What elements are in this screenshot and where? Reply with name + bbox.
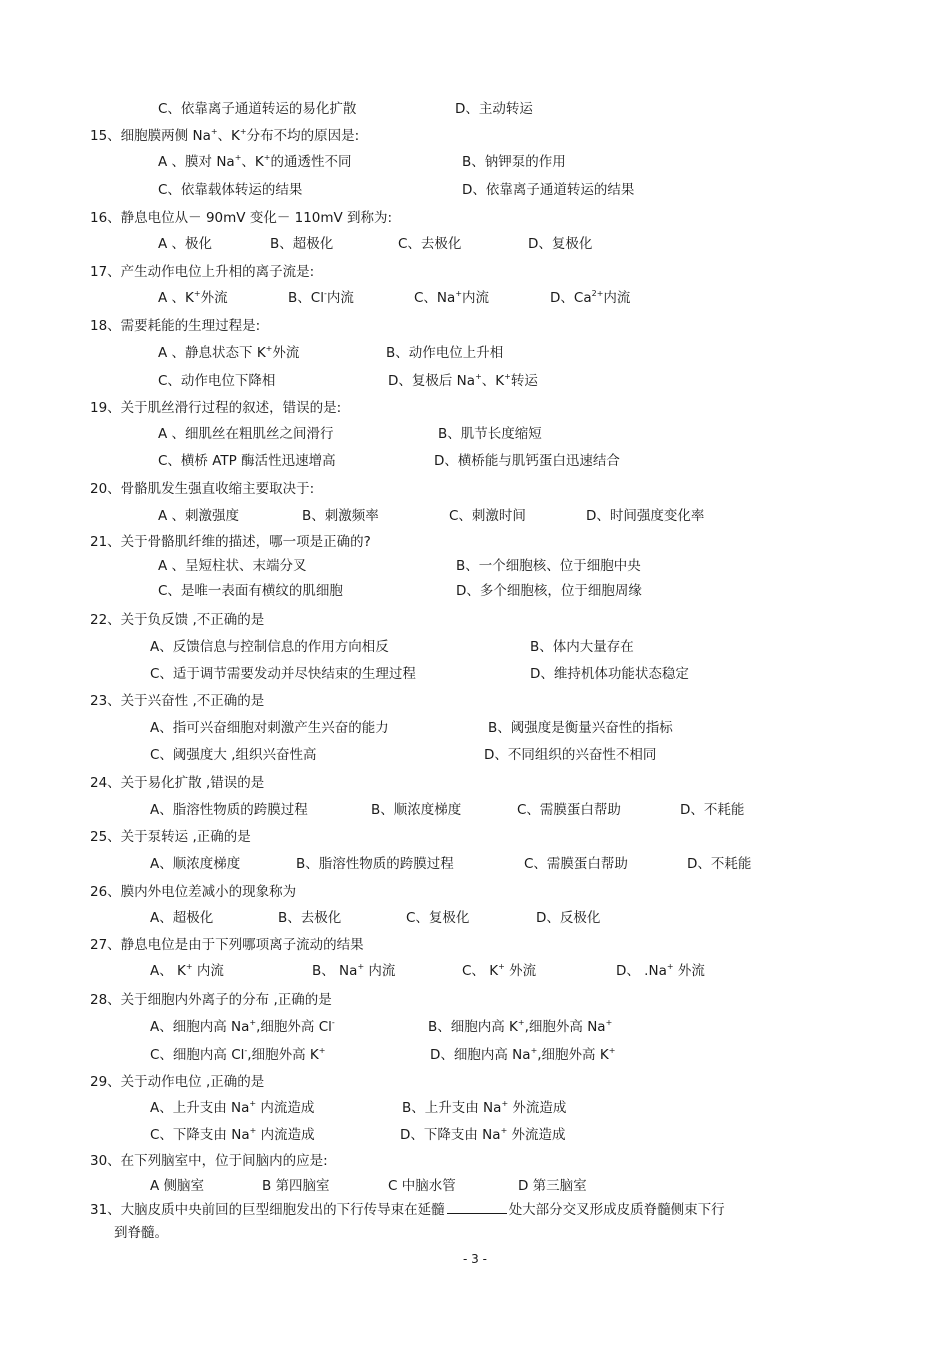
q27-option-d [616,962,705,980]
q24-option-b: B、顺浓度梯度 [371,802,462,818]
q25-stem: 25、关于泵转运 ,正确的是 [90,829,251,845]
q15-a-part: 、K [241,154,264,170]
q28-stem: 28、关于细胞内外离子的分布 ,正确的是 [90,992,332,1008]
q29-b-part: 外流造成 [508,1100,567,1116]
q17-b-sup: - [323,289,327,298]
q25-option-c: C、需膜蛋白帮助 [524,856,628,872]
q27-option-c [462,962,536,980]
q23-option-d: D、不同组织的兴奋性不相同 [484,747,657,763]
q15-a-sup: + [263,153,271,162]
q16-option-d: D、复极化 [528,236,593,252]
q27-c-part: C、 K [462,963,499,979]
q17-option-a [158,289,228,307]
q28-option-c [150,1046,325,1064]
q22-option-c: C、适于调节需要发动并尽快结束的生理过程 [150,666,416,682]
q27-b-part: 内流 [364,963,396,979]
answer-blank[interactable] [447,1200,507,1214]
q21-stem: 21、关于骨骼肌纤维的描述，哪一项是正确的? [90,534,371,550]
q31-stem-part: 31、大脑皮质中央前回的巨型细胞发出的下行传导束在延髓 [90,1202,445,1218]
q22-option-d: D、维持机体功能状态稳定 [530,666,689,682]
q29-a-sup: + [249,1099,257,1108]
q28-d-part: ,细胞外高 K [537,1047,609,1063]
q27-a-part: 内流 [192,963,224,979]
q17-a-part: A 、K [158,290,194,306]
q17-option-b [288,289,354,307]
q27-d-sup: + [666,962,674,971]
q17-c-sup: + [455,289,463,298]
q19-option-a: A 、细肌丝在粗肌丝之间滑行 [158,426,334,442]
q17-b-part: 内流 [326,290,354,306]
q21-option-b: B、一个细胞核、位于细胞中央 [456,558,641,574]
q30-stem: 30、在下列脑室中，位于间脑内的应是: [90,1153,328,1169]
q16-option-a: A 、极化 [158,236,213,252]
q25-option-b: B、脂溶性物质的跨膜过程 [296,856,454,872]
q15-sup: + [239,127,247,136]
q29-a-part: 内流造成 [256,1100,315,1116]
q26-stem: 26、膜内外电位差减小的现象称为 [90,884,297,900]
q28-a-sup: + [249,1018,257,1027]
q18-a-part: 外流 [272,345,300,361]
q19-stem: 19、关于肌丝滑行过程的叙述，错误的是: [90,400,342,416]
q28-b-sup: + [517,1018,525,1027]
q15-option-c: C、依靠载体转运的结果 [158,182,303,198]
q29-d-sup: + [500,1126,508,1135]
q17-a-sup: + [193,289,201,298]
q27-d-part: 外流 [673,963,705,979]
q14-option-c: C、依靠离子通道转运的易化扩散 [158,101,357,117]
q31-stem [90,1200,725,1218]
q15-option-a [158,153,351,171]
q28-c-sup: - [244,1046,248,1055]
q30-option-d: D 第三脑室 [518,1178,587,1194]
q27-b-part: B、 Na [312,963,358,979]
q29-a-part: A、上升支由 Na [150,1100,250,1116]
q19-option-d: D、横桥能与肌钙蛋白迅速结合 [434,453,620,469]
q16-stem: 16、静息电位从－ 90mV 变化－ 110mV 到称为: [90,210,393,226]
q28-a-part: A、细胞内高 Na [150,1019,250,1035]
q18-d-part: D、复极后 Na [388,373,476,389]
q21-option-c: C、是唯一表面有横纹的肌细胞 [158,583,343,599]
q25-option-a: A、顺浓度梯度 [150,856,241,872]
q29-c-sup: + [249,1126,257,1135]
q27-c-part: 外流 [504,963,537,979]
q28-c-part: C、细胞内高 Cl [150,1047,245,1063]
q30-option-c: C 中脑水管 [388,1178,456,1194]
q15-option-d: D、依靠离子通道转运的结果 [462,182,635,198]
q15-a-part: A 、膜对 Na [158,154,235,170]
q29-option-a [150,1099,314,1117]
q30-option-a: A 侧脑室 [150,1178,205,1194]
q15-option-b: B、钠钾泵的作用 [462,154,566,170]
q29-option-d [400,1126,566,1144]
page-number: - 3 - [463,1252,487,1266]
q15-stem-part: 15、细胞膜两侧 Na [90,128,211,144]
q23-option-b: B、阈强度是衡量兴奋性的指标 [488,720,673,736]
q18-option-c: C、动作电位下降相 [158,373,276,389]
q28-option-d [430,1046,615,1064]
q28-d-part: D、细胞内高 Na [430,1047,531,1063]
q17-option-c [414,289,489,307]
q17-c-part: C、Na [414,290,456,306]
q27-c-sup: + [498,962,505,971]
q20-option-c: C、刺激时间 [449,508,526,524]
q26-option-b: B、去极化 [278,910,342,926]
q20-option-a: A 、刺激强度 [158,508,240,524]
q27-d-part: D、 .Na [616,963,667,979]
q22-stem: 22、关于负反馈 ,不正确的是 [90,612,265,628]
q15-a-part: 的通透性不同 [270,154,352,170]
q28-b-part: ,细胞外高 Na [524,1019,606,1035]
q31-stem-continuation: 到脊髓。 [114,1225,168,1241]
q30-option-b: B 第四脑室 [262,1178,330,1194]
q28-a-sup: - [331,1018,335,1027]
q29-c-part: C、下降支由 Na [150,1127,250,1143]
q18-a-sup: + [265,344,273,353]
q18-a-part: A 、静息状态下 K [158,345,266,361]
q17-d-sup: 2+ [591,289,604,298]
q20-option-d: D、时间强度变化率 [586,508,705,524]
q29-b-sup: + [501,1099,509,1108]
q21-option-a: A 、呈短柱状、末端分叉 [158,558,307,574]
q23-stem: 23、关于兴奋性 ,不正确的是 [90,693,265,709]
q28-d-sup: + [608,1046,616,1055]
q19-option-b: B、肌节长度缩短 [438,426,542,442]
q27-stem: 27、静息电位是由于下列哪项离子流动的结果 [90,937,364,953]
q28-c-part: ,细胞外高 K [247,1047,319,1063]
q28-b-sup: + [605,1018,613,1027]
q27-a-part: A、 K [150,963,186,979]
q15-stem [90,127,359,145]
q29-d-part: 外流造成 [507,1127,566,1143]
q25-option-d: D、不耗能 [687,856,752,872]
q28-a-part: ,细胞外高 Cl [256,1019,332,1035]
q23-option-c: C、阈强度大 ,组织兴奋性高 [150,747,317,763]
q26-option-d: D、反极化 [536,910,601,926]
q15-sup: + [210,127,218,136]
q23-option-a: A、指可兴奋细胞对刺激产生兴奋的能力 [150,720,389,736]
q18-option-a [158,344,299,362]
q18-option-d [388,372,538,390]
q17-b-part: B、Cl [288,290,324,306]
q17-option-d [550,289,630,307]
q28-d-sup: + [530,1046,538,1055]
q22-option-a: A、反馈信息与控制信息的作用方向相反 [150,639,389,655]
q16-option-c: C、去极化 [398,236,462,252]
q29-option-c [150,1126,315,1144]
q16-option-b: B、超极化 [270,236,334,252]
q28-option-b [428,1018,612,1036]
q28-b-part: B、细胞内高 K [428,1019,518,1035]
q28-option-a [150,1018,335,1036]
q18-option-b: B、动作电位上升相 [386,345,504,361]
q29-stem: 29、关于动作电位 ,正确的是 [90,1074,265,1090]
q17-a-part: 外流 [200,290,228,306]
q18-d-sup: + [504,372,511,381]
q18-d-part: 转运 [510,373,538,389]
q26-option-c: C、复极化 [406,910,470,926]
q17-stem: 17、产生动作电位上升相的离子流是: [90,264,315,280]
q27-a-sup: + [185,962,193,971]
q20-option-b: B、刺激频率 [302,508,379,524]
q17-d-part: D、Ca [550,290,592,306]
q15-a-sup: + [234,153,242,162]
q15-stem-part: 、K [217,128,240,144]
q15-stem-part: 分布不均的原因是: [246,128,360,144]
q27-option-b [312,962,395,980]
q19-option-c: C、横桥 ATP 酶活性迅速增高 [158,453,336,469]
q21-option-d: D、多个细胞核，位于细胞周缘 [456,583,642,599]
q17-c-part: 内流 [462,290,490,306]
q24-option-d: D、不耗能 [680,802,745,818]
q17-d-part: 内流 [603,290,631,306]
q18-stem: 18、需要耗能的生理过程是: [90,318,261,334]
q24-option-c: C、需膜蛋白帮助 [517,802,621,818]
q24-stem: 24、关于易化扩散 ,错误的是 [90,775,265,791]
q28-c-sup: + [318,1046,326,1055]
q29-c-part: 内流造成 [256,1127,315,1143]
q27-option-a [150,962,224,980]
q29-option-b [402,1099,566,1117]
q27-b-sup: + [357,962,365,971]
q24-option-a: A、脂溶性物质的跨膜过程 [150,802,308,818]
q18-d-part: 、K [481,373,505,389]
q20-stem: 20、骨骼肌发生强直收缩主要取决于: [90,481,315,497]
q26-option-a: A、超极化 [150,910,214,926]
q22-option-b: B、体内大量存在 [530,639,634,655]
q31-stem-part: 处大部分交叉形成皮质脊髓侧束下行 [508,1202,725,1218]
q18-d-sup: + [475,372,482,381]
q29-d-part: D、下降支由 Na [400,1127,501,1143]
q29-b-part: B、上升支由 Na [402,1100,502,1116]
q14-option-d: D、主动转运 [455,101,533,117]
